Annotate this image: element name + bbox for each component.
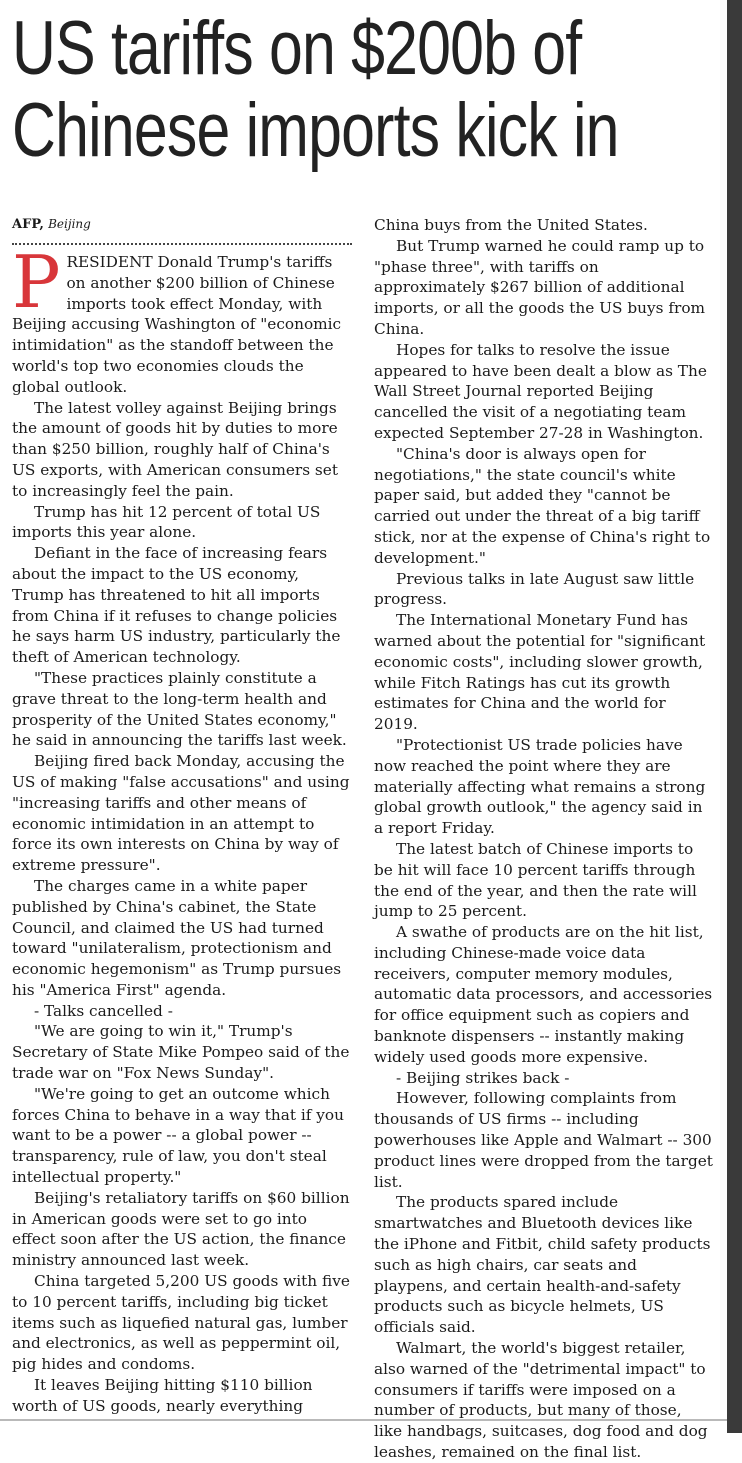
paragraph: However, following complaints from thousands of US firms -- including powerhouses like Apple and Walmart -- 300 product lines were dropped from the target list. [374, 1089, 713, 1191]
bottom-divider [0, 1419, 727, 1421]
byline-agency: AFP, [12, 217, 44, 232]
headline [12, 6, 619, 173]
byline-location: Beijing [48, 217, 91, 231]
paragraph: "We are going to win it," Trump's Secretary of State Mike Pompeo said of the trade war on "Fox News Sunday". [12, 1022, 350, 1083]
paragraph: The latest volley against Beijing brings the amount of goods hit by duties to more than $250 billion, roughly half of China's US exports, with American consumers set to increasingly feel the pain. [12, 398, 338, 500]
paragraph: "We're going to get an outcome which forces China to behave in a way that if you want to be a power -- a global power -- transparency, rule of law, you don't steal intellectual property." [12, 1084, 344, 1187]
paragraph: Defiant in the face of increasing fears about the impact to the US economy, Trump has threatened to hit all imports from China if it refuses to change policies he says harm US industry, particularly the theft of American technology. [12, 544, 341, 667]
paragraph: China targeted 5,200 US goods with five to 10 percent tariffs, including big ticket items such as liquefied natural gas, lumber and electronics, as well as peppermint oil, pig hides and condoms. [12, 1272, 350, 1374]
paragraph: The products spared include smartwatches and Bluetooth devices like the iPhone and Fitbit, child safety products such as high chairs, car seats and playpens, and certain health-and-safety products such as bicycle helmets, US officials said. [374, 1193, 711, 1337]
subheading-beijing-strikes-back: - Beijing strikes back - [396, 1068, 570, 1087]
paragraph: But Trump warned he could ramp up to "phase three", with tariffs on approximately $267 billion of additional imports, or all the goods the US buys from China. [374, 236, 706, 338]
lead-paragraph [12, 240, 352, 398]
paragraph: Hopes for talks to resolve the issue appeared to have been dealt a blow as The Wall Street Journal reported Beijing cancelled the visit of a negotiating team expected September 27-28 in Washington. [374, 340, 707, 442]
paragraph: "These practices plainly constitute a grave threat to the long-term health and prosperity of the United States economy," he said in announcing the tariffs last week. [12, 668, 347, 750]
paragraph: "China's door is always open for negotiations," the state council's white paper said, but added they "cannot be carried out under the threat of a big tariff stick, nor at the expense of China's right to development." [374, 444, 711, 567]
paragraph: Trump has hit 12 percent of total US imports this year alone. [12, 502, 321, 542]
paragraph: It leaves Beijing hitting $110 billion worth of US goods, nearly everything [12, 1376, 313, 1415]
lead-text: RESIDENT Donald Trump's tariffs on another $200 billion of Chinese imports took effect Monday, with Beijing accusing Washington of "economic intimidation" as the standoff between the world's top two economies clouds the global outlook. [12, 253, 342, 396]
left-column [12, 214, 352, 1417]
headline-line-2: Chinese imports kick in [12, 88, 619, 173]
headline-line-1: US tariffs on $200b of [12, 6, 582, 91]
paragraph: Walmart, the world's biggest retailer, also warned of the "detrimental impact" to consumers if tariffs were imposed on a number of products, but many of those, like handbags, suitcases, dog food and dog leashes, remained on the final list. [374, 1339, 708, 1462]
page-edge-bar [727, 0, 742, 1433]
continued-line: China buys from the United States. [374, 216, 648, 234]
right-column [374, 215, 714, 1463]
paragraph: The charges came in a white paper published by China's cabinet, the State Council, and claimed the US had turned toward "unilateralism, protectionism and economic hegemonism" as Trump pursues his "America First" agenda. [12, 876, 342, 999]
paragraph: The International Monetary Fund has warned about the potential for "significant economic costs", including slower growth, while Fitch Ratings has cut its growth estimates for China and the world for 2019. [374, 611, 706, 734]
drop-cap: P [12, 240, 61, 324]
dotted-divider [12, 243, 352, 245]
paragraph: Beijing fired back Monday, accusing the US of making "false accusations" and using "increasing tariffs and other means of economic intimidation in an attempt to force its own interests on China by way of extreme pressure". [12, 752, 350, 875]
byline [12, 216, 352, 233]
paragraph: A swathe of products are on the hit list, including Chinese-made voice data receivers, computer memory modules, automatic data processors, and accessories for office equipment such as copiers and banknote dispensers -- instantly making widely used goods more expensive. [374, 923, 713, 1066]
paragraph: Beijing's retaliatory tariffs on $60 billion in American goods were set to go into effect soon after the US action, the finance ministry announced last week. [12, 1188, 350, 1270]
paragraph: Previous talks in late August saw little progress. [374, 569, 695, 609]
subheading-talks-cancelled: - Talks cancelled - [34, 1001, 173, 1020]
paragraph: The latest batch of Chinese imports to be hit will face 10 percent tariffs through the end of the year, and then the rate will jump to 25 percent. [374, 839, 697, 921]
paragraph: "Protectionist US trade policies have now reached the point where they are materially affecting what remains a strong global growth outlook," the agency said in a report Friday. [374, 735, 706, 838]
